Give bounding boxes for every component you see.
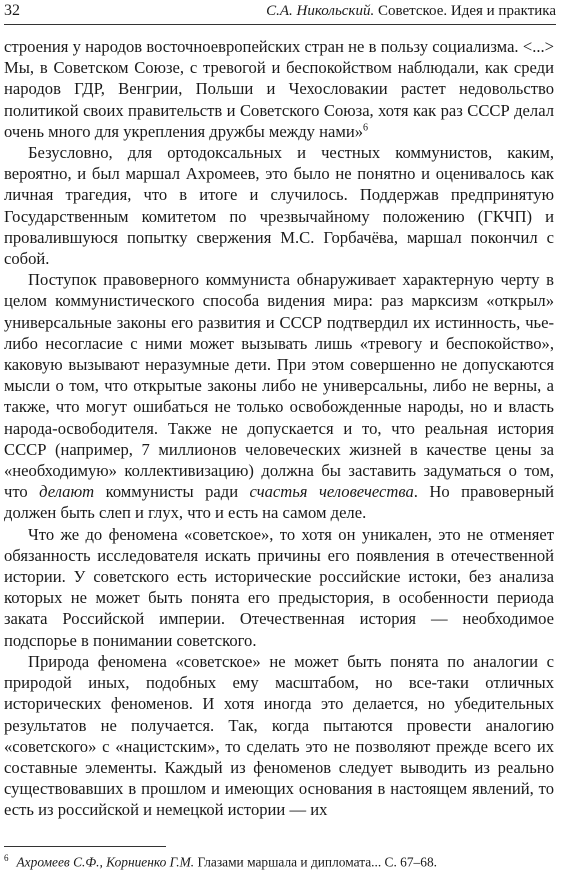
paragraph-1-text: строения у народов восточноевропейских стран не в пользу социализма. <...> Мы, в Советском Союзе, с тревогой и беспокойством наблюдали, как среди народов ГДР, Венгрии, Польши и Чехословакии растет недовольство политикой своих правительств и Советского Союза, хотя как раз СССР делал очень много для укрепления дружбы между нами»	[4, 37, 554, 141]
page-number: 32	[4, 2, 20, 19]
running-head	[266, 2, 556, 20]
running-head-author: С.А. Никольский.	[266, 3, 375, 19]
paragraph-3-text-after: . Но правоверный должен быть слеп и глух, что и есть на самом деле.	[4, 482, 554, 523]
paragraph-4: Что же до феномена «советское», то хотя он уникален, это не отменяет обязанность исследователя искать причины его появления в отечественной истории. У советского есть исторические российские истоки, без анализа которых не может быть понята его предыстория, в особенности периода заката Российской империи. Отечественная история — необходимое подспорье в понимании советского.	[4, 524, 554, 650]
paragraph-1	[4, 36, 554, 142]
paragraph-2: Безусловно, для ортодоксальных и честных коммунистов, каким, вероятно, и был маршал Ахромеев, это было не понятно и оценивалось как личная трагедия, что в итоге и случилось. Поддержав предпринятую Государственным комитетом по чрезвычайному положению (ГКЧП) и провалившуюся попытку свержения М.С. Горбачёва, маршал покончил с собой.	[4, 143, 554, 269]
paragraph-3	[4, 269, 554, 523]
running-head-title: Советское. Идея и практика	[377, 3, 556, 19]
footnote-authors: Ахромеев С.Ф., Корниенко Г.М.	[16, 854, 195, 870]
footnote-mark: 6	[4, 853, 9, 863]
paragraph-3-text-before: Поступок правоверного коммуниста обнаруживает характерную черту в целом коммунистического способа видения мира: раз марксизм «открыл» универсальные законы его развития и СССР подтвердил их истинность, чье-либо несогласие с ними может вызывать лишь «тревогу и беспокойство», каковую вызывают неразумные дети. При этом совершенно не допускаются мысли о том, что открытые законы либо не универсальны, либо не верны, а также, что могут ошибаться не только освобожденные народы, но и власть народа-освободителя. Также не допускается и то, что реальная история СССР (например, 7 миллионов человеческих жизней в качестве цены за «необходимую» коллективизацию) должна бы заставить задуматься о том, что	[4, 270, 554, 502]
footnote-text: Глазами маршала и дипломата... С. 67–68.	[194, 854, 437, 870]
emphasis-delayut: делают	[39, 482, 95, 502]
footnote-reference: 6	[363, 122, 369, 134]
emphasis-happiness: счастья человечества	[249, 482, 414, 502]
body-text	[4, 36, 554, 821]
paragraph-3-text-middle: коммунисты ради	[94, 482, 250, 502]
footnote	[4, 850, 554, 870]
paragraph-5: Природа феномена «советское» не может быть понята по аналогии с природой иных, подобных ему масштабом, но все-таки отличных исторических феноменов. И хотя иногда это делается, но убедительных результатов не получается. Так, когда пытаются провести аналогию «советского» с «нацистским», то сделать это не позволяют прежде всего их составные элементы. Каждый из феноменов следует выводить из реально существовавших в прошлом и имеющих основания в настоящем явлений, то есть из российской и немецкой истории — их	[4, 651, 554, 820]
footnote-divider	[4, 846, 166, 847]
running-header	[4, 2, 556, 25]
